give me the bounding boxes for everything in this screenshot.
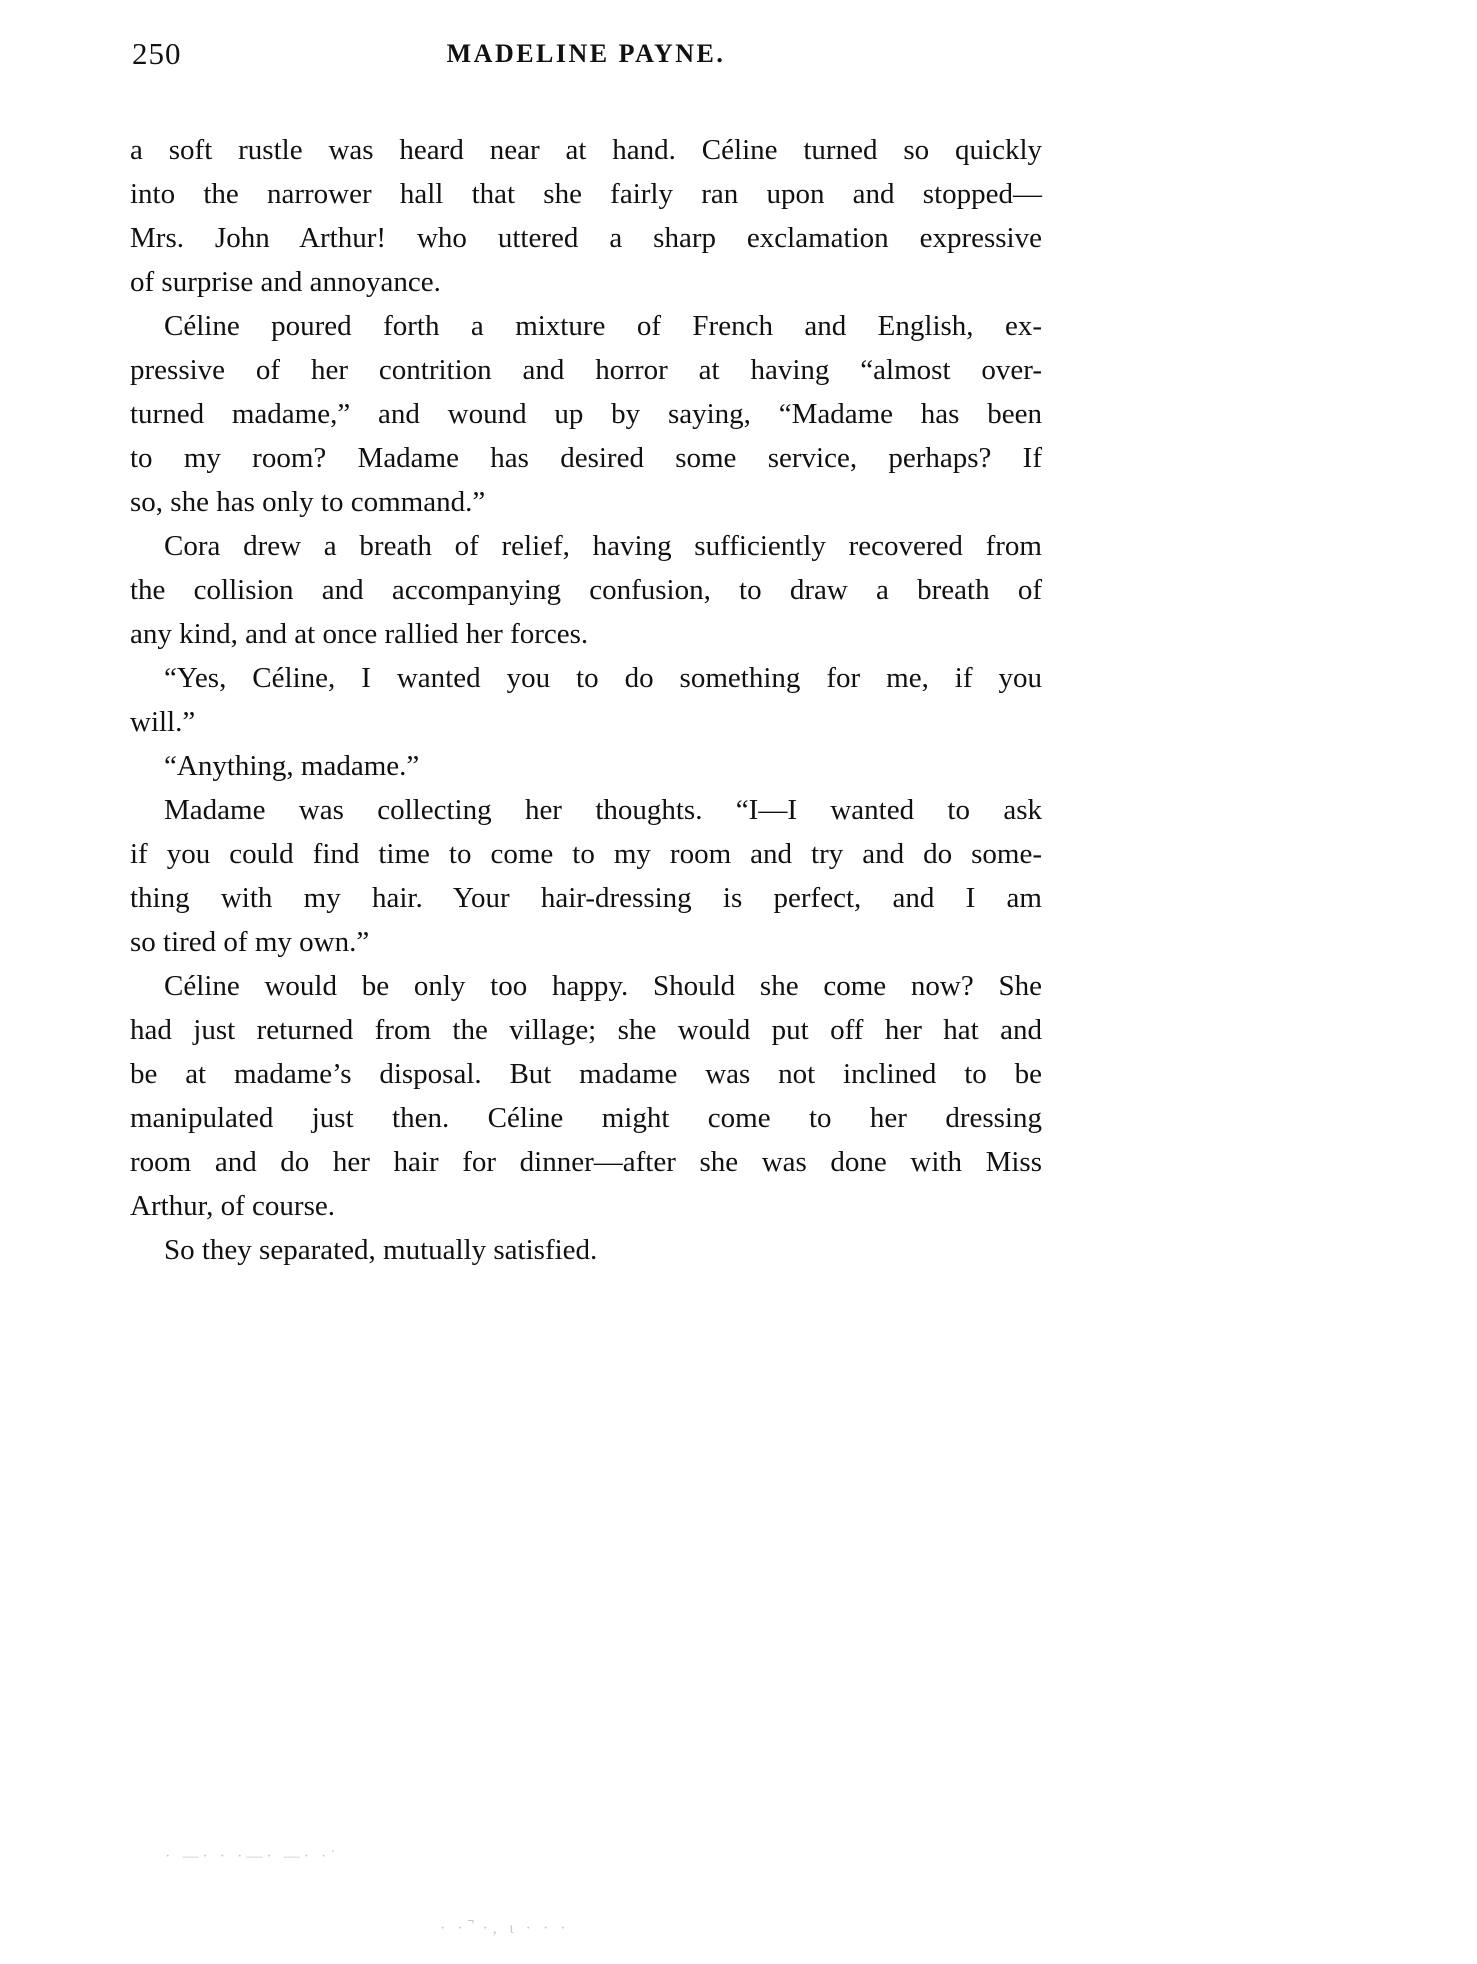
- paragraph: [130, 656, 1042, 744]
- body-text: [130, 128, 1042, 1272]
- text-line: will.”: [130, 706, 196, 738]
- running-title: MADELINE PAYNE.: [446, 39, 726, 68]
- text-line: Madame was collecting her thoughts. “I—I wanted to ask: [164, 794, 1042, 826]
- text-line: room and do her hair for dinner—after she was done with Miss: [130, 1146, 1042, 1178]
- text-line: “Yes, Céline, I wanted you to do something for me, if you: [164, 662, 1042, 694]
- text-line: So they separated, mutually satisfied.: [164, 1234, 598, 1266]
- text-line: Cora drew a breath of relief, having sufficiently recovered from: [164, 530, 1042, 562]
- paragraph: [130, 524, 1042, 656]
- text-line: Arthur, of course.: [130, 1190, 335, 1222]
- text-line: to my room? Madame has desired some service, perhaps? If: [130, 442, 1042, 474]
- paragraph: [130, 128, 1042, 304]
- paragraph: [130, 964, 1042, 1228]
- text-line: “Anything, madame.”: [164, 750, 420, 782]
- text-line: had just returned from the village; she would put off her hat and: [130, 1014, 1042, 1046]
- text-line: of surprise and annoyance.: [130, 266, 441, 298]
- text-line: Céline poured forth a mixture of French and English, ex-: [164, 310, 1042, 342]
- text-line: a soft rustle was heard near at hand. Céline turned so quickly: [130, 134, 1042, 166]
- text-line: Mrs. John Arthur! who uttered a sharp exclamation expressive: [130, 222, 1042, 254]
- text-line: be at madame’s disposal. But madame was not inclined to be: [130, 1058, 1042, 1090]
- paragraph: [130, 304, 1042, 524]
- text-block: [130, 36, 1042, 1272]
- text-line: so, she has only to command.”: [130, 486, 486, 518]
- text-line: so tired of my own.”: [130, 926, 370, 958]
- page-number: 250: [132, 36, 182, 71]
- text-line: pressive of her contrition and horror at having “almost over-: [130, 354, 1042, 386]
- scan-artifact: · —· · ·—· —· ·˙: [165, 1848, 340, 1865]
- text-line: into the narrower hall that she fairly ran upon and stopped—: [130, 178, 1042, 210]
- text-line: Céline would be only too happy. Should she come now? She: [164, 970, 1042, 1002]
- text-line: if you could find time to come to my room and try and do some-: [130, 838, 1042, 870]
- paragraph: [130, 1228, 1042, 1272]
- text-line: manipulated just then. Céline might come to her dressing: [130, 1102, 1042, 1134]
- text-line: the collision and accompanying confusion, to draw a breath of: [130, 574, 1042, 606]
- paragraph: [130, 788, 1042, 964]
- text-line: turned madame,” and wound up by saying, “Madame has been: [130, 398, 1042, 430]
- text-line: any kind, and at once rallied her forces.: [130, 618, 589, 650]
- text-line: thing with my hair. Your hair-dressing is perfect, and I am: [130, 882, 1042, 914]
- scan-artifact: · · ̚ ·‚ ι · · ·: [440, 1920, 570, 1937]
- paragraph: [130, 744, 1042, 788]
- page-header: [130, 36, 1042, 80]
